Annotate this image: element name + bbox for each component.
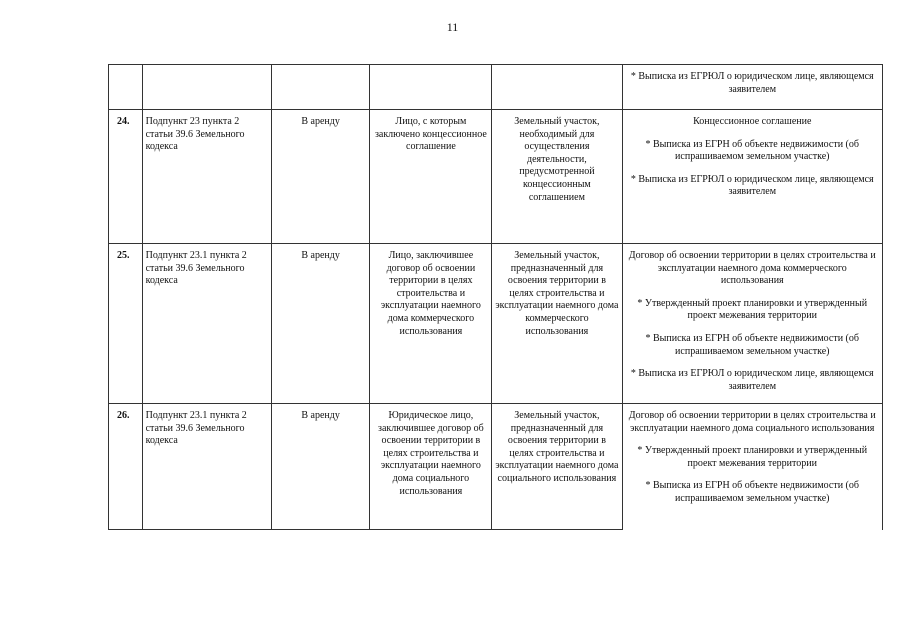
row-number-cell (109, 65, 143, 110)
page-number: 11 (446, 20, 459, 34)
applicant-cell (370, 65, 492, 110)
provision-type-cell: В аренду (271, 110, 370, 244)
row-number-cell: 24. (109, 110, 143, 244)
documents-cell (622, 110, 882, 244)
land-plot-cell: Земельный участок, предназначенный для освоения территории в целях строительства и эксплуатации наемного дома социального использования (492, 404, 622, 530)
legal-basis-cell: Подпункт 23.1 пункта 2 статьи 39.6 Земельного кодекса (142, 244, 271, 404)
applicant-cell: Лицо, заключившее договор об освоении территории в целях строительства и эксплуатации наемного дома коммерческого использования (370, 244, 492, 404)
document-item: * Выписка из ЕГРН об объекте недвижимости (об испрашиваемом земельном участке) (645, 138, 859, 163)
land-plot-cell (492, 65, 622, 110)
documents-cell (622, 244, 882, 404)
table-row (109, 404, 883, 530)
legal-basis-cell: Подпункт 23 пункта 2 статьи 39.6 Земельного кодекса (142, 110, 271, 244)
document-item: * Выписка из ЕГРН об объекте недвижимости (об испрашиваемом земельном участке) (645, 480, 859, 504)
document-item: * Выписка из ЕГРЮЛ о юридическом лице, являющемся заявителем (630, 173, 874, 198)
document-item: Концессионное соглашение (693, 116, 812, 127)
row-number-cell: 26. (109, 404, 143, 530)
provision-type-cell: В аренду (271, 244, 370, 404)
row-number-cell: 25. (109, 244, 143, 404)
legal-basis-cell: Подпункт 23.1 пункта 2 статьи 39.6 Земельного кодекса (142, 404, 271, 530)
table-row (109, 110, 883, 244)
document-item: * Выписка из ЕГРЮЛ о юридическом лице, являющемся заявителем (630, 368, 874, 392)
document-item: * Утвержденный проект планировки и утвержденный проект межевания территории (637, 297, 868, 322)
documents-cell (622, 404, 882, 530)
provision-type-cell (271, 65, 370, 110)
document-item: * Выписка из ЕГРН об объекте недвижимости (об испрашиваемом земельном участке) (645, 332, 859, 357)
table-row (109, 244, 883, 404)
table-row (109, 65, 883, 110)
legal-basis-cell (142, 65, 271, 110)
document-item: * Выписка из ЕГРЮЛ о юридическом лице, являющемся заявителем (630, 71, 874, 95)
document-item: Договор об освоении территории в целях строительства и эксплуатации наемного дома коммерческого использования (628, 250, 876, 287)
applicant-cell: Юридическое лицо, заключившее договор об освоении территории в целях строительства и эксплуатации наемного дома социального использования (370, 404, 492, 530)
document-item: Договор об освоении территории в целях строительства и эксплуатации наемного дома социального использования (628, 410, 876, 434)
land-services-table (108, 64, 883, 530)
applicant-cell: Лицо, с которым заключено концессионное соглашение (370, 110, 492, 244)
document-item: * Утвержденный проект планировки и утвержденный проект межевания территории (637, 445, 868, 469)
land-plot-cell: Земельный участок, предназначенный для освоения территории в целях строительства и эксплуатации наемного дома коммерческого использования (492, 244, 622, 404)
provision-type-cell: В аренду (271, 404, 370, 530)
land-plot-cell: Земельный участок, необходимый для осуществления деятельности, предусмотренной концессионным соглашением (492, 110, 622, 244)
documents-cell (622, 65, 882, 110)
